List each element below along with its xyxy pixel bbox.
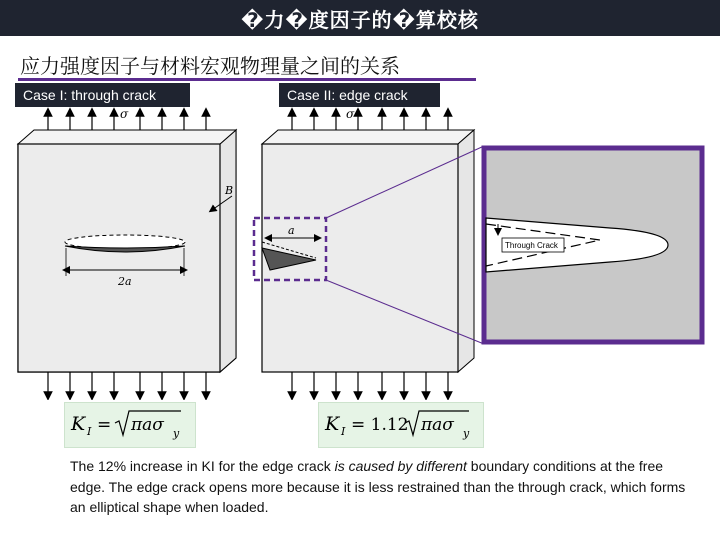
description-part-3: boundary conditions at the free edge. The edge crack opens more because it is less restrained than the through crack, which forms an elliptical shape when loaded. bbox=[70, 458, 686, 515]
edge-crack-plate bbox=[254, 112, 484, 396]
description-paragraph bbox=[70, 456, 700, 518]
edge-crack-length-label: a bbox=[288, 224, 295, 237]
formula-2-rest: πaσ bbox=[421, 415, 454, 435]
sigma-label-right: σ bbox=[346, 107, 355, 121]
crack-figure bbox=[0, 100, 720, 400]
formula-1-k: K bbox=[71, 413, 86, 435]
sigma-label-left: σ bbox=[120, 107, 129, 121]
formula-case-1 bbox=[64, 402, 196, 448]
formula-2-y: y bbox=[463, 427, 470, 440]
thickness-label: B bbox=[225, 184, 234, 197]
subtitle-underline bbox=[18, 78, 476, 81]
formula-1-sub: I bbox=[87, 425, 92, 438]
section-subtitle: 应力强度因子与材料宏观物理量之间的关系 bbox=[20, 54, 400, 78]
description-part-2: is caused by different bbox=[334, 458, 467, 474]
formula-2-sub: I bbox=[341, 425, 346, 438]
zoom-inset bbox=[484, 148, 702, 342]
formula-1-eq: = bbox=[97, 415, 112, 435]
formula-case-2 bbox=[318, 402, 484, 448]
formula-2-k: K bbox=[325, 413, 340, 435]
title-bar bbox=[0, 0, 720, 39]
formula-1-y: y bbox=[173, 427, 180, 440]
description-part-1: The 12% increase in KI for the edge crack bbox=[70, 458, 335, 474]
case-1-label: Case I: through crack bbox=[15, 83, 190, 107]
crack-length-label: 2a bbox=[118, 275, 132, 288]
page-title: �力�度因子的�算校核 bbox=[241, 8, 479, 32]
zoom-label: Through Crack bbox=[505, 241, 558, 250]
formula-2-eq: = 1.12 bbox=[351, 415, 409, 435]
case-2-label: Case II: edge crack bbox=[279, 83, 440, 107]
formula-1-rest: πaσ bbox=[131, 415, 164, 435]
through-crack-plate bbox=[18, 112, 236, 396]
